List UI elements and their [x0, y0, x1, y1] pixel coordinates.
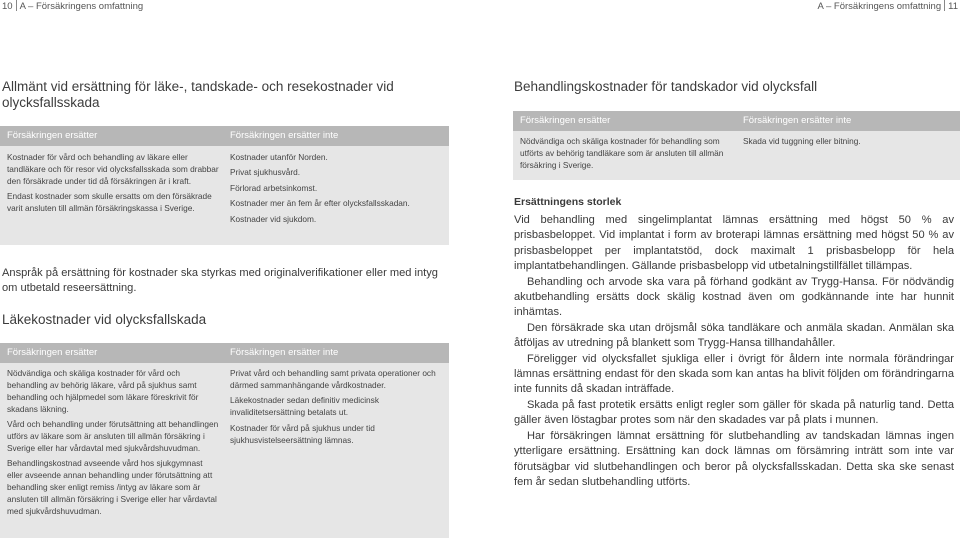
paragraph: Skada på fast protetik ersätts enligt regler som gäller för skada på naturlig tand. Detta gäller även löstagbar protes som när den skadades var på plats i munnen. [514, 398, 954, 427]
not-covered-cell [230, 152, 445, 229]
subheading-compensation-size: Ersättningens storlek [514, 196, 622, 208]
table-general [0, 126, 449, 245]
table-header [0, 126, 449, 146]
table-body [513, 131, 960, 180]
covered-item: Behandlingskostnad avseende vård hos sjukgymnast eller avseende annan behandling under förutsättning att behandling sker enligt remiss /intyg av läkare som är ansluten till allmän försäkring i Sverige eller har vårdavtal med sjukvårdshuvudman. [7, 458, 217, 516]
not-covered-item: Kostnader för vård på sjukhus under tid sjukhusvistelseersättning lämnas. [230, 422, 375, 445]
column-header-not-covered: Försäkringen ersätter inte [743, 115, 852, 126]
covered-cell [7, 368, 219, 521]
not-covered-cell [743, 136, 955, 151]
header-divider [16, 0, 17, 11]
column-header-covered: Försäkringen ersätter [7, 130, 98, 141]
table-header [0, 343, 449, 363]
not-covered-item: Privat vård och behandling samt privata operationer och därmed sammanhängande vårdkostnader. [230, 368, 436, 390]
paragraph: Behandling och arvode ska vara på förhand godkänt av Trygg-Hansa. För nödvändig akutbehandling ersätts dock skälig kostnad även om godkännande inte har hunnit inhämtas. [514, 275, 954, 319]
covered-cell [7, 152, 219, 219]
not-covered-item: Kostnader utanför Norden. [230, 152, 328, 162]
covered-cell [520, 136, 732, 175]
covered-item: Endast kostnader som skulle ersatts om den försäkrade varit ansluten till allmän försäkringskassa i Sverige. [7, 191, 212, 214]
covered-item: Nödvändiga och skäliga kostnader för behandling som utförts av behörig tandläkare som är ansluten till allmän försäkring i Sverige. [520, 136, 724, 170]
column-header-not-covered: Försäkringen ersätter inte [230, 347, 339, 358]
running-title-right: A – Försäkringens omfattning [817, 1, 942, 12]
column-header-covered: Försäkringen ersätter [7, 347, 98, 358]
section-title-dental: Behandlingskostnader för tandskador vid olycksfall [514, 79, 818, 94]
paragraph: Har försäkringen lämnat ersättning för slutbehandling av tandskadan lämnas ingen ytterligare ersättning. Ersättning kan dock lämnas om försämring inträtt som inte var förutsägbar vid slutbehandlingen och beror på olycksfallsskadan. Detta ska ske senast fem år sedan slutbehandling utförts. [514, 429, 954, 488]
table-body [0, 363, 449, 538]
page-number-left: 10 [2, 1, 13, 12]
table-body [0, 146, 449, 245]
table-medical [0, 343, 449, 538]
not-covered-item: Skada vid tuggning eller bitning. [743, 136, 861, 146]
not-covered-item: Kostnader mer än fem år efter olycksfallsskadan. [230, 198, 410, 209]
not-covered-item: Privat sjukhusvård. [230, 167, 301, 178]
claim-note: Anspråk på ersättning för kostnader ska styrkas med originalverifikationer eller med intyg om utbetald reseersättning. [2, 267, 438, 295]
paragraph: Den försäkrade ska utan dröjsmål söka tandläkare och anmäla skadan. Anmälan ska åtföljas av utredning på blankett som Trygg-Hansa tillhandahåller. [514, 321, 954, 350]
column-header-not-covered: Försäkringen ersätter inte [230, 130, 339, 141]
table-dental [513, 111, 960, 180]
running-header-left [2, 0, 143, 12]
section-title-medical: Läkekostnader vid olycksfallskada [2, 312, 207, 327]
section-title-general: Allmänt vid ersättning för läke-, tandskade- och resekostnader vid olycksfallsskada [2, 79, 394, 110]
not-covered-cell [230, 368, 445, 450]
covered-item: Vård och behandling under förutsättning att behandlingen utförs av läkare som är ansluten till allmän försäkring i Sverige eller har vårdavtal med sjukvårdshuvudman. [7, 419, 219, 453]
table-header [513, 111, 960, 131]
page-number-right: 11 [948, 1, 958, 12]
paragraph: Föreligger vid olycksfallet sjukliga eller i övrigt för åldern inte normala förändringar lämnas ersättning endast för den skada som kan antas ha blivit följden om förändringarna inte funnits då skadan inträffade. [514, 352, 954, 396]
covered-item: Nödvändiga och skäliga kostnader för vård och behandling av behörig läkare, vård på sjukhus samt behandling och hjälpmedel som läkare föreskrivit för skadans läkning. [7, 368, 199, 414]
covered-item: Kostnader för vård och behandling av läkare eller tandläkare och för resor vid olycksfallsskada som drabbar den försäkrade under tid då försäkringen är i kraft. [7, 152, 219, 186]
not-covered-item: Förlorad arbetsinkomst. [230, 182, 318, 193]
running-title-left: A – Försäkringens omfattning [19, 1, 144, 12]
column-header-covered: Försäkringen ersätter [520, 115, 611, 126]
not-covered-item: Läkekostnader sedan definitiv medicinsk invaliditetsersättning betalats ut. [230, 395, 379, 418]
compensation-text [514, 213, 954, 490]
header-divider [944, 0, 945, 11]
paragraph: Vid behandling med singelimplantat lämnas ersättning med högst 50 % av prisbasbeloppet. Vid implantat i form av broterapi lämnas ersättning med högst 50 % av prisbasbeloppet per implantatstöd, dock maximalt 1 prisbasbelopp för hela implantatbehandlingen. Gällande prisbasbelopp vid utbetalningstillfället tillämpas. [514, 214, 954, 273]
not-covered-item: Kostnader vid sjukdom. [230, 213, 317, 224]
running-header-right [818, 0, 958, 12]
